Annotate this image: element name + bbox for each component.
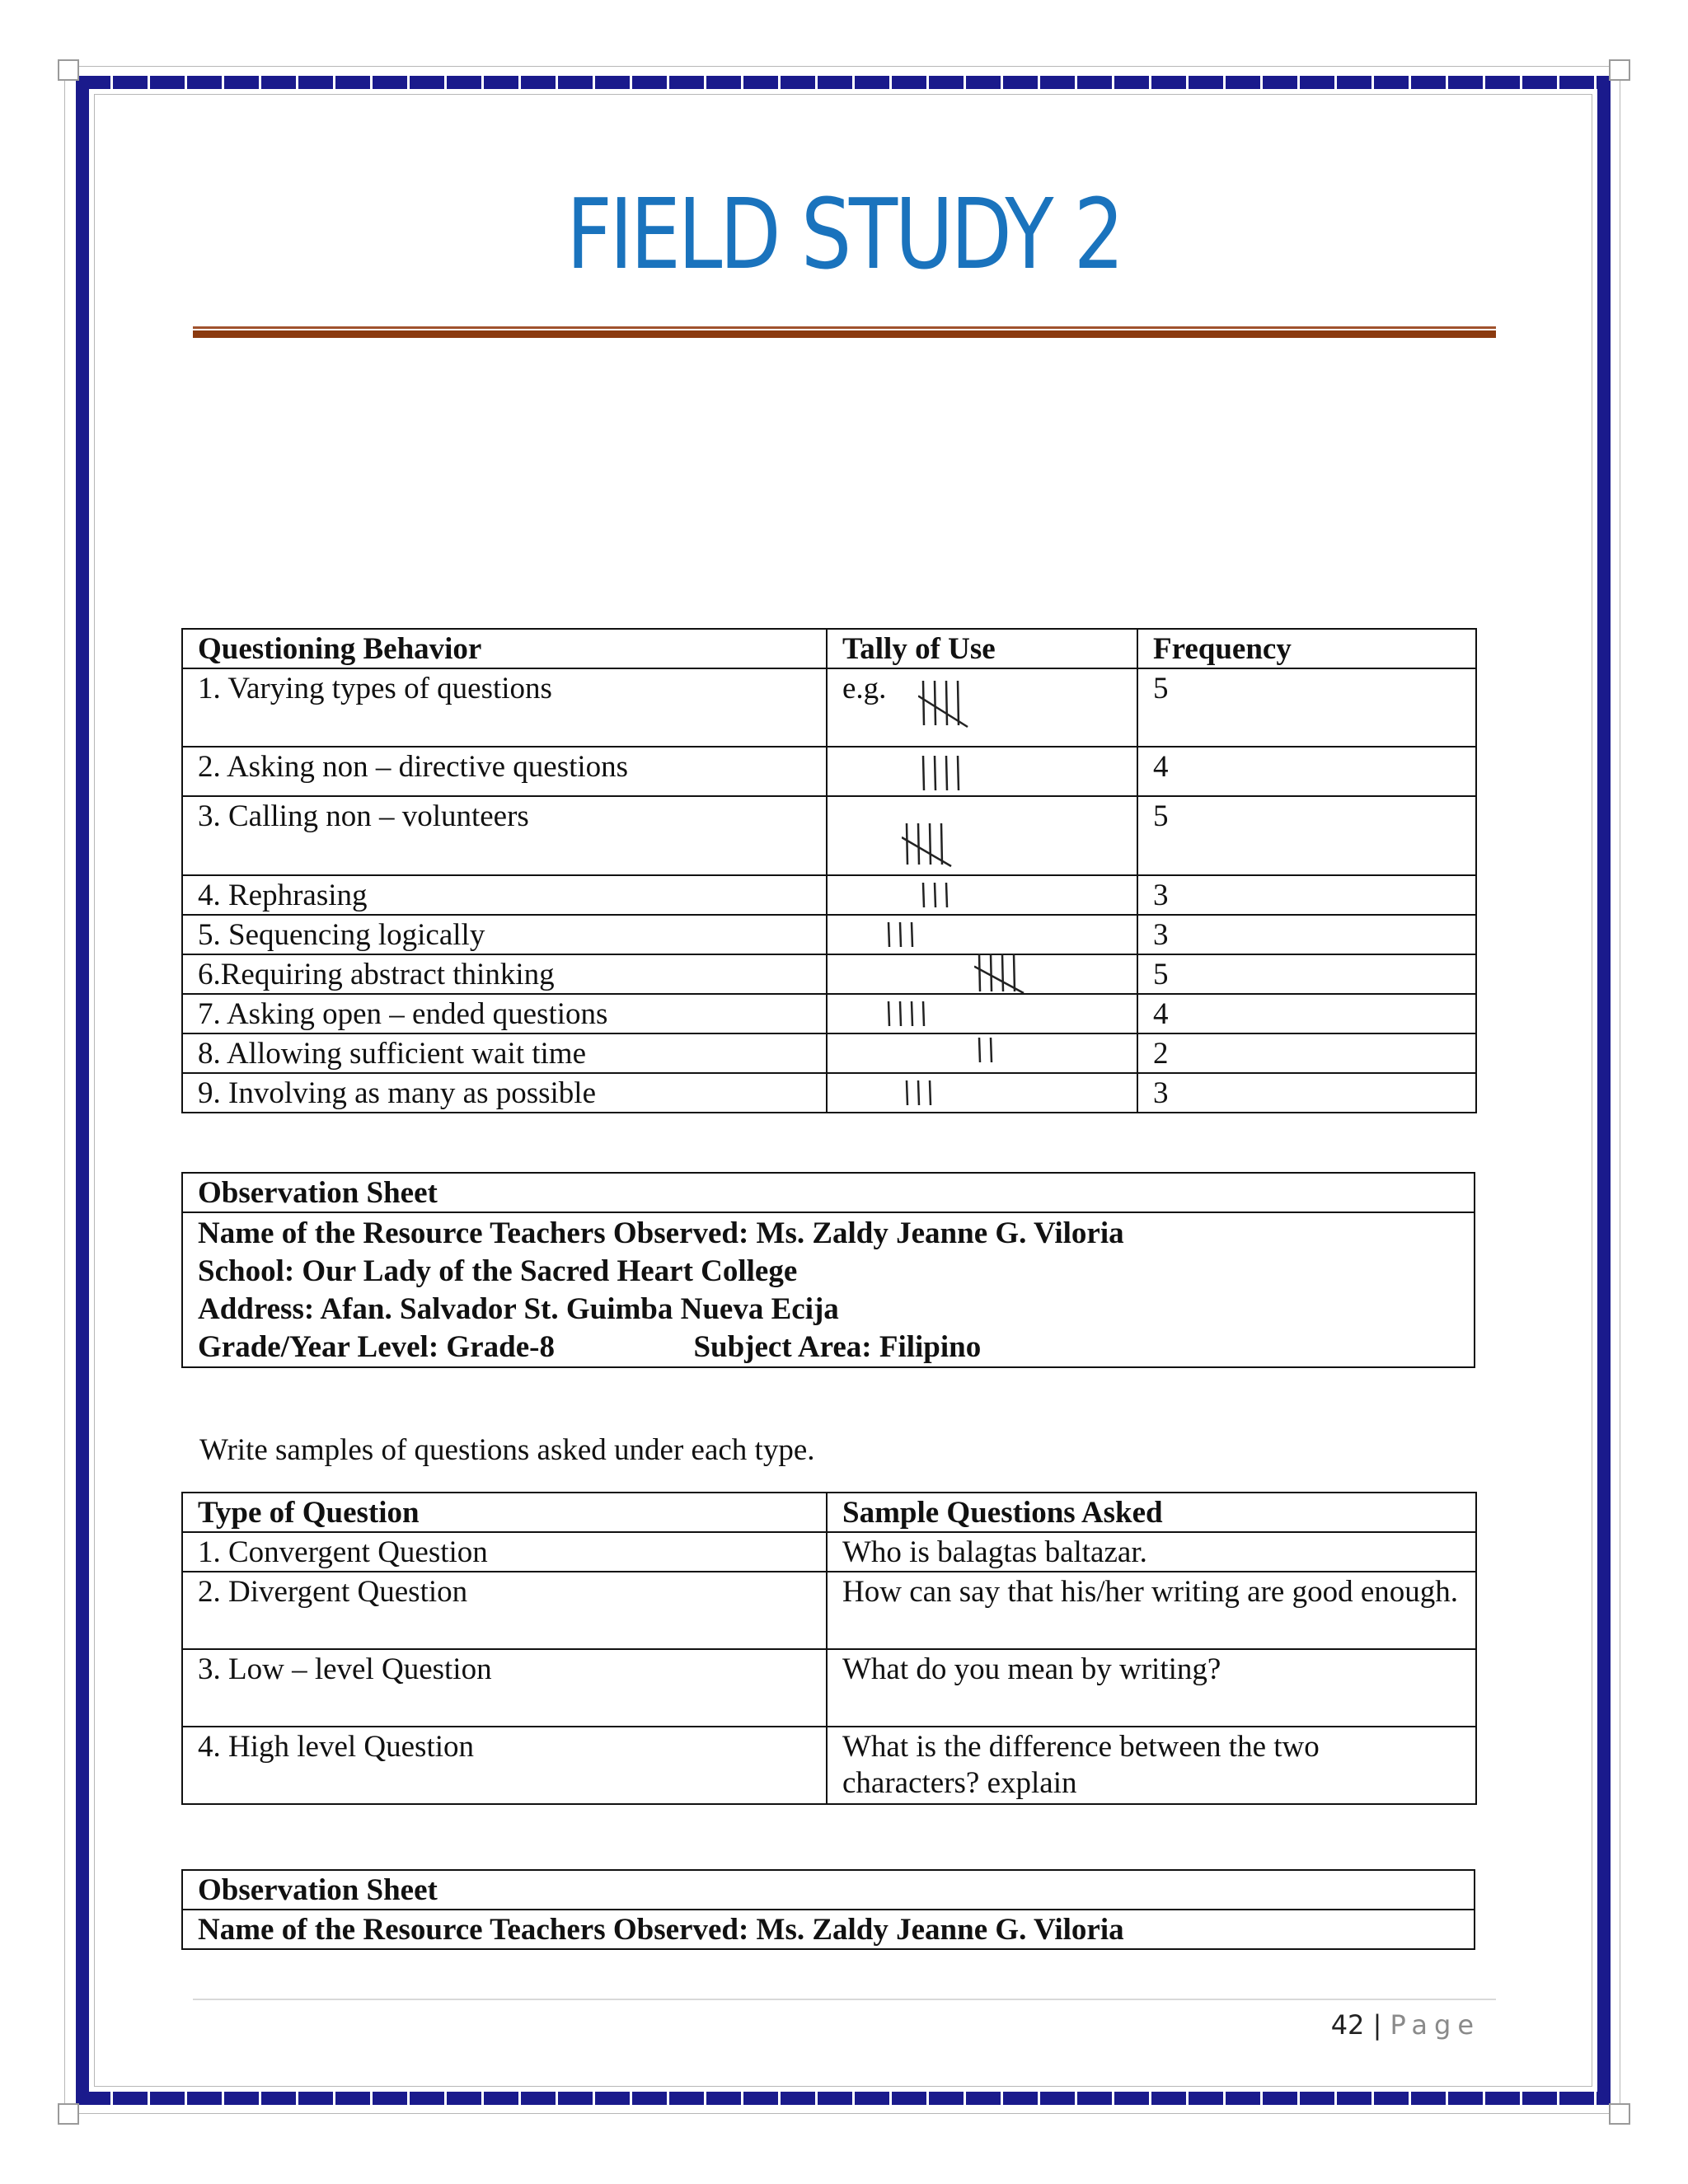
tally-stroke (1014, 954, 1015, 991)
table-row (182, 1073, 1476, 1113)
behavior-cell: 8. Allowing sufficient wait time (182, 1033, 827, 1073)
question-type-cell: 3. Low – level Question (182, 1649, 827, 1727)
table-header-row (182, 1493, 1476, 1532)
page-word: Page (1390, 2009, 1480, 2041)
tally-stroke (1002, 954, 1003, 991)
question-type-cell: 2. Divergent Question (182, 1572, 827, 1649)
footer-divider (193, 1999, 1496, 2000)
sample-question-cell: Who is balagtas baltazar. (827, 1532, 1476, 1572)
behavior-cell: 1. Varying types of questions (182, 668, 827, 747)
tally-marks (884, 919, 941, 952)
frequency-cell: 3 (1137, 1073, 1476, 1113)
frequency-cell: 5 (1137, 796, 1476, 875)
column-header: Frequency (1137, 629, 1476, 668)
tally-stroke (923, 681, 924, 725)
page-footer (1331, 2009, 1480, 2041)
table-row (182, 1532, 1476, 1572)
observation-sheet-heading: Observation Sheet (182, 1173, 1475, 1212)
corner-ornament (1609, 2103, 1630, 2125)
question-type-cell: 4. High level Question (182, 1727, 827, 1804)
behavior-cell: 2. Asking non – directive questions (182, 747, 827, 796)
grade-value: : Grade-8 (428, 1330, 555, 1364)
table-row (182, 1727, 1476, 1804)
tally-stroke (900, 922, 901, 947)
corner-ornament (1609, 59, 1630, 81)
tally-cross-stroke (902, 837, 951, 866)
question-type-cell: 1. Convergent Question (182, 1532, 827, 1572)
sample-question-cell: What is the difference between the two characters? explain (827, 1727, 1476, 1804)
observation-sheet-table (181, 1869, 1475, 1950)
table-row (182, 747, 1476, 796)
tally-stroke (979, 1038, 980, 1062)
table-row (182, 875, 1476, 915)
title-divider (193, 326, 1496, 338)
page-title: FIELD STUDY 2 (566, 177, 1122, 291)
behavior-cell: 7. Asking open – ended questions (182, 994, 827, 1033)
behavior-cell: 9. Involving as many as possible (182, 1073, 827, 1113)
table-row (182, 796, 1476, 875)
behavior-cell: 6.Requiring abstract thinking (182, 954, 827, 994)
frequency-cell: 5 (1137, 668, 1476, 747)
tally-marks (902, 820, 968, 869)
tally-stroke (946, 756, 947, 790)
column-header: Questioning Behavior (182, 629, 827, 668)
tally-cross-stroke (974, 967, 1024, 993)
table-row (182, 915, 1476, 954)
tally-stroke (918, 823, 919, 865)
tally-stroke (991, 954, 992, 991)
frequency-cell: 3 (1137, 875, 1476, 915)
column-header: Sample Questions Asked (827, 1493, 1476, 1532)
table-row (182, 994, 1476, 1033)
tally-cell (827, 875, 1137, 915)
table-row (182, 668, 1476, 747)
table-row (182, 1572, 1476, 1649)
footer-separator: | (1372, 2009, 1382, 2041)
frequency-cell: 3 (1137, 915, 1476, 954)
tally-marks (902, 1077, 959, 1110)
tally-stroke (946, 681, 947, 725)
school-name: School: Our Lady of the Sacred Heart College (198, 1254, 798, 1288)
tally-cell (827, 796, 1137, 875)
tally-cell (827, 915, 1137, 954)
table-header-row (182, 1173, 1475, 1212)
tally-marks (918, 752, 984, 795)
tally-stroke (930, 823, 931, 865)
frequency-cell: 2 (1137, 1033, 1476, 1073)
tally-stroke (900, 1001, 901, 1026)
tally-cell (827, 994, 1137, 1033)
tally-marks (974, 950, 1057, 996)
table-header-row (182, 1870, 1475, 1910)
tally-cell (827, 747, 1137, 796)
frequency-cell: 5 (1137, 954, 1476, 994)
table-row (182, 1649, 1476, 1727)
tally-stroke (923, 883, 924, 907)
tally-cell (827, 668, 1137, 747)
tally-cell (827, 1033, 1137, 1073)
tally-stroke (918, 1080, 919, 1105)
tally-marks (918, 677, 984, 730)
tally-stroke (930, 1080, 931, 1105)
grade-subject-line (198, 1329, 1459, 1366)
table-row (182, 1910, 1475, 1949)
teacher-name: Name of the Resource Teachers Observed: Ms. Zaldy Jeanne G. Viloria (198, 1216, 1124, 1250)
tally-stroke (979, 954, 980, 991)
frequency-cell: 4 (1137, 747, 1476, 796)
tally-example-label: e.g. (842, 672, 887, 705)
observation-details (182, 1212, 1475, 1367)
tally-stroke (958, 681, 959, 725)
tally-stroke (923, 756, 924, 790)
tally-cell (827, 1073, 1137, 1113)
behavior-cell: 3. Calling non – volunteers (182, 796, 827, 875)
school-address: Address: Afan. Salvador St. Guimba Nueva Ecija (198, 1292, 839, 1326)
tally-cell (827, 954, 1137, 994)
instruction-text: Write samples of questions asked under each type. (199, 1433, 815, 1467)
tally-stroke (946, 883, 947, 907)
column-header: Type of Question (182, 1493, 827, 1532)
grade-label: Grade/Year Level (198, 1330, 429, 1364)
tally-cross-stroke (918, 696, 968, 727)
tally-stroke (991, 1038, 992, 1062)
corner-ornament (58, 59, 79, 81)
table-row (182, 1212, 1475, 1367)
subject-area: Subject Area: Filipino (693, 1330, 982, 1364)
sample-question-cell: What do you mean by writing? (827, 1649, 1476, 1727)
sample-question-cell: How can say that his/her writing are good enough. (827, 1572, 1476, 1649)
column-header: Tally of Use (827, 629, 1137, 668)
observation-sheet-table (181, 1172, 1475, 1368)
questioning-behavior-table (181, 628, 1477, 1113)
observation-sheet-heading: Observation Sheet (182, 1870, 1475, 1910)
page-number: 42 (1330, 2009, 1365, 2041)
table-row (182, 954, 1476, 994)
frequency-cell: 4 (1137, 994, 1476, 1033)
corner-ornament (58, 2103, 79, 2125)
behavior-cell: 5. Sequencing logically (182, 915, 827, 954)
teacher-name: Name of the Resource Teachers Observed: Ms. Zaldy Jeanne G. Viloria (182, 1910, 1475, 1949)
table-header-row (182, 629, 1476, 668)
tally-stroke (958, 756, 959, 790)
tally-stroke (923, 1001, 924, 1026)
behavior-cell: 4. Rephrasing (182, 875, 827, 915)
tally-marks (884, 998, 958, 1031)
tally-marks (918, 879, 976, 912)
tally-stroke (941, 823, 942, 865)
question-types-table (181, 1492, 1477, 1805)
table-row (182, 1033, 1476, 1073)
tally-marks (974, 1034, 1024, 1067)
